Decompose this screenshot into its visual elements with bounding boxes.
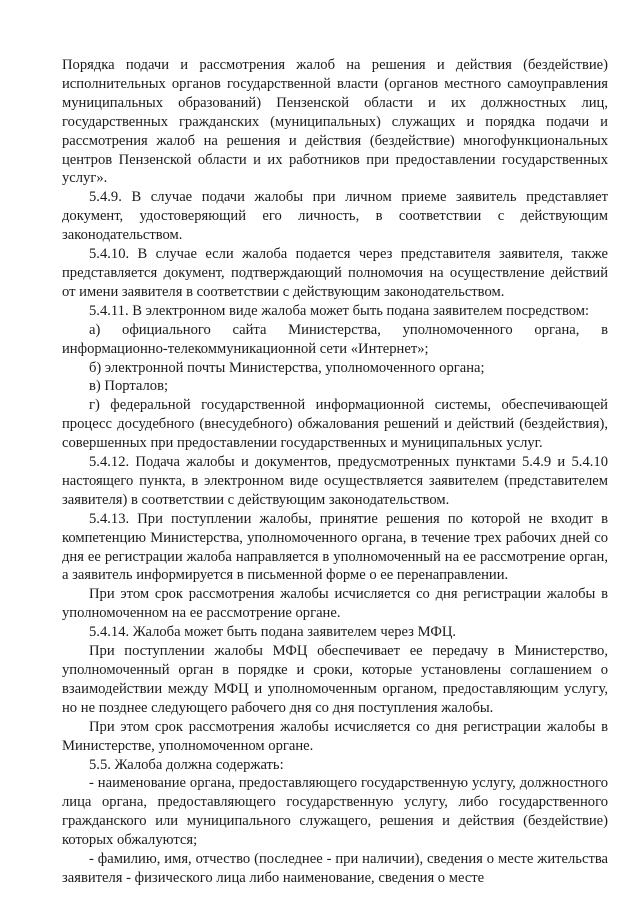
paragraph-5-5-item-1: - наименование органа, предоставляющего государственную услугу, должностного лица органа, предоставляющего государственную услугу, либо государственного гражданского или муниципального служащего, решения и действия (бездействие) которых обжалуются; [62, 775, 608, 849]
paragraph-intro: Порядка подачи и рассмотрения жалоб на решения и действия (бездействие) исполнительных органов государственной власти (органов местного самоуправления муниципальных образований) Пензенской области и их должностных лиц, государственных гражданских (муниципальных) служащих и порядка подачи и рассмотрения жалоб на решения и действия (бездействие) многофункциональных центров Пензенской области и их работников при предоставлении государственных услуг». [62, 57, 608, 187]
paragraph-5-4-13-term: При этом срок рассмотрения жалобы исчисляется со дня регистрации жалобы в уполномоченном на ее рассмотрение органе. [62, 586, 608, 622]
paragraph-5-4-13: 5.4.13. При поступлении жалобы, принятие решения по которой не входит в компетенцию Министерства, уполномоченного органа, в течение трех рабочих дней со дня ее регистрации жалоба направляется в уполномоченный на ее рассмотрение орган, а заявитель информируется в письменной форме о ее перенаправлении. [62, 510, 608, 584]
paragraph-5-4-14-mfc: При поступлении жалобы МФЦ обеспечивает ее передачу в Министерство, уполномоченный орган в порядке и сроки, которые установлены соглашением о взаимодействии между МФЦ и уполномоченным органом, предоставляющим услугу, но не позднее следующего рабочего дня со дня поступления жалобы. [62, 643, 608, 716]
paragraph-5-4-9: 5.4.9. В случае подачи жалобы при личном приеме заявитель представляет документ, удостоверяющий его личность, в соответствии с действующим законодательством. [62, 189, 608, 244]
paragraph-5-4-11-g: г) федеральной государственной информационной системы, обеспечивающей процесс досудебного (внесудебного) обжалования решений и действий (бездействия), совершенных при предоставлении государственных и муниципальных услуг. [62, 397, 608, 452]
paragraph-5-4-11-v: в) Порталов; [89, 378, 169, 395]
paragraph-5-4-12: 5.4.12. Подача жалобы и документов, предусмотренных пунктами 5.4.9 и 5.4.10 настоящего пункта, в электронном виде осуществляется заявителем (представителем заявителя) в соответствии с действующим законодательством. [62, 454, 608, 508]
paragraph-5-4-14: 5.4.14. Жалоба может быть подана заявителем через МФЦ. [89, 624, 457, 641]
paragraph-5-4-11-b: б) электронной почты Министерства, уполномоченного органа; [89, 359, 485, 376]
paragraph-5-5-item-2: - фамилию, имя, отчество (последнее - при наличии), сведения о месте жительства заявителя - физического лица либо наименование, сведения о месте [62, 851, 608, 886]
paragraph-5-5: 5.5. Жалоба должна содержать: [89, 756, 284, 773]
paragraph-5-4-11-a: а) официального сайта Министерства, уполномоченного органа, в информационно-телекоммуникационной сети «Интернет»; [62, 321, 608, 357]
paragraph-5-4-11: 5.4.11. В электронном виде жалоба может быть подана заявителем посредством: [89, 302, 590, 319]
paragraph-5-4-14-term: При этом срок рассмотрения жалобы исчисляется со дня регистрации жалобы в Министерстве, уполномоченном органе. [62, 718, 608, 754]
paragraph-5-4-10: 5.4.10. В случае если жалоба подается через представителя заявителя, также представляется документ, подтверждающий полномочия на осуществление действий от имени заявителя в соответствии с действующим законодательством. [62, 246, 608, 300]
